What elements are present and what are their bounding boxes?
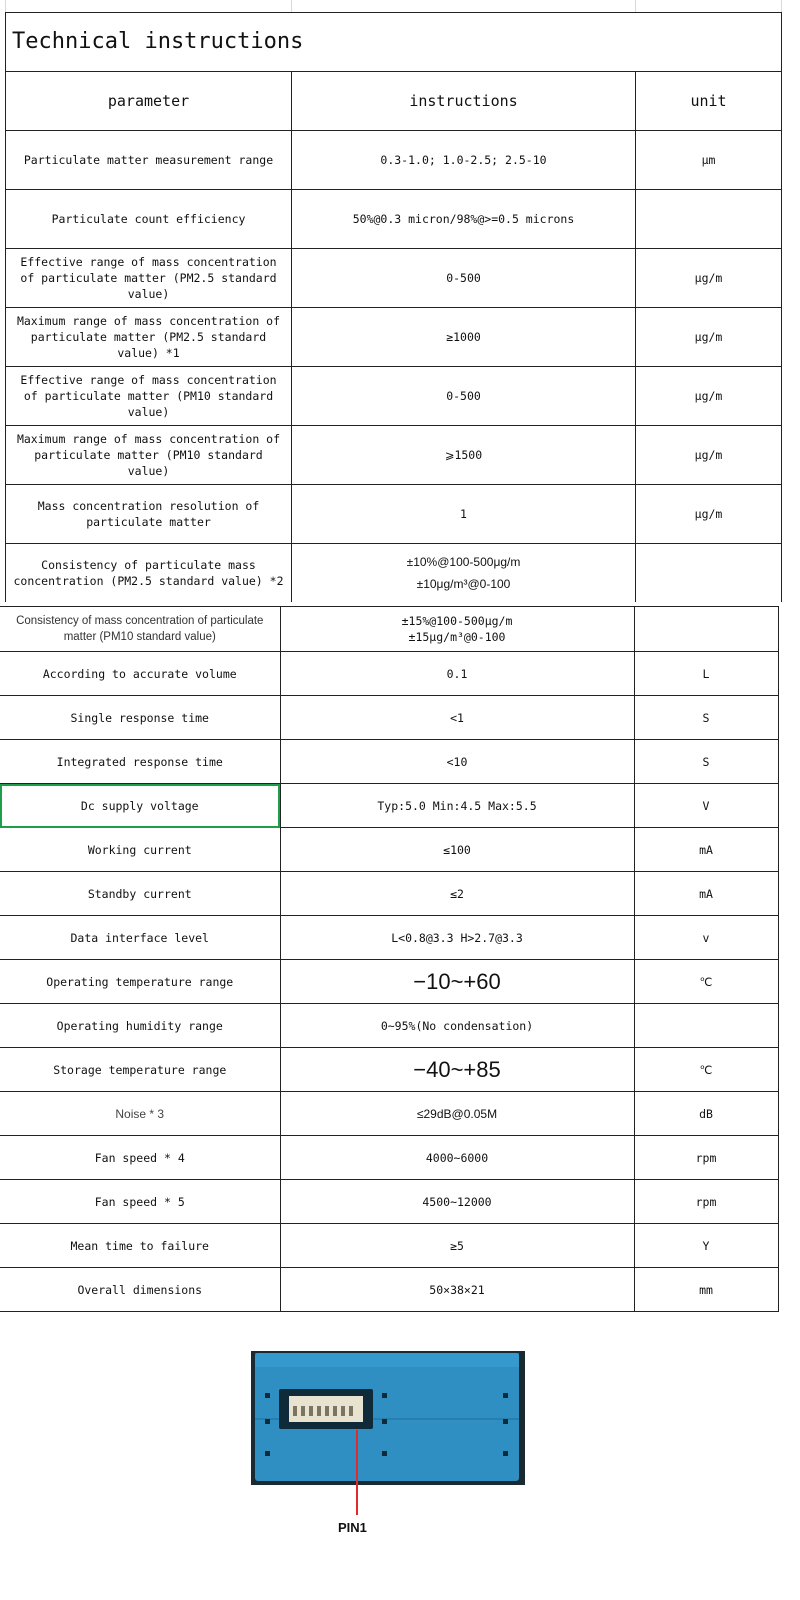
- instr-cell: Typ:5.0 Min:4.5 Max:5.5: [280, 784, 634, 828]
- table-row: [0, 740, 778, 784]
- table-row: [0, 1180, 778, 1224]
- table-row: [6, 544, 782, 603]
- instr-cell: [280, 607, 634, 652]
- unit-cell: v: [634, 916, 778, 960]
- header-unit: unit: [636, 72, 782, 131]
- instr-line-2: ±10μg/m³@0-100: [416, 577, 511, 591]
- table-row: [0, 784, 778, 828]
- table-row: [0, 1092, 778, 1136]
- instr-cell: −40~+85: [280, 1048, 634, 1092]
- table-row: [6, 131, 782, 190]
- table-row: [0, 652, 778, 696]
- param-cell: Single response time: [0, 696, 280, 740]
- param-cell: According to accurate volume: [0, 652, 280, 696]
- param-cell: Maximum range of mass concentration of particulate matter (PM2.5 standard value) *1: [6, 308, 292, 367]
- unit-cell: rpm: [634, 1180, 778, 1224]
- table-row: [6, 249, 782, 308]
- unit-cell: L: [634, 652, 778, 696]
- unit-cell: μg/m: [636, 249, 782, 308]
- unit-cell: ℃: [634, 960, 778, 1004]
- table-row: [6, 485, 782, 544]
- instr-cell: 0.1: [280, 652, 634, 696]
- sheet-gridlines: [0, 0, 800, 12]
- param-cell: Working current: [0, 828, 280, 872]
- param-cell: Effective range of mass concentration of particulate matter (PM10 standard value): [6, 367, 292, 426]
- instr-cell: 1: [292, 485, 636, 544]
- param-cell: Mean time to failure: [0, 1224, 280, 1268]
- table-row: [0, 828, 778, 872]
- instr-cell: <1: [280, 696, 634, 740]
- unit-cell: dB: [634, 1092, 778, 1136]
- instr-cell: 0-500: [292, 367, 636, 426]
- param-cell: Effective range of mass concentration of particulate matter (PM2.5 standard value): [6, 249, 292, 308]
- unit-cell: μm: [636, 131, 782, 190]
- selected-cell[interactable]: Dc supply voltage: [0, 784, 280, 828]
- unit-cell: μg/m: [636, 485, 782, 544]
- header-instructions: instructions: [292, 72, 636, 131]
- table-row: [0, 872, 778, 916]
- param-cell: Mass concentration resolution of particulate matter: [6, 485, 292, 544]
- table-row: [0, 916, 778, 960]
- unit-cell: S: [634, 696, 778, 740]
- param-cell: Particulate count efficiency: [6, 190, 292, 249]
- spec-table-top: [5, 12, 782, 602]
- unit-cell: Y: [634, 1224, 778, 1268]
- table-row: [0, 696, 778, 740]
- instr-cell: ≥5: [280, 1224, 634, 1268]
- param-cell: Noise * 3: [0, 1092, 280, 1136]
- unit-cell: rpm: [634, 1136, 778, 1180]
- page-title: Technical instructions: [6, 13, 782, 72]
- instr-cell: ≤29dB@0.05M: [280, 1092, 634, 1136]
- param-cell: Fan speed * 4: [0, 1136, 280, 1180]
- pin1-label: PIN1: [338, 1520, 367, 1535]
- param-cell: Consistency of particulate mass concentration (PM2.5 standard value) *2: [6, 544, 292, 603]
- param-cell: Particulate matter measurement range: [6, 131, 292, 190]
- param-cell: Data interface level: [0, 916, 280, 960]
- param-cell: Storage temperature range: [0, 1048, 280, 1092]
- unit-cell: [636, 544, 782, 603]
- unit-cell: mA: [634, 872, 778, 916]
- instr-cell: 50×38×21: [280, 1268, 634, 1312]
- instr-cell: 0~95%(No condensation): [280, 1004, 634, 1048]
- instr-cell: −10~+60: [280, 960, 634, 1004]
- param-cell: Fan speed * 5: [0, 1180, 280, 1224]
- instr-cell: ≥1000: [292, 308, 636, 367]
- table-row: [6, 367, 782, 426]
- unit-cell: [634, 1004, 778, 1048]
- sensor-photo: [251, 1351, 525, 1485]
- table-row: [6, 190, 782, 249]
- unit-cell: [636, 190, 782, 249]
- unit-cell: μg/m: [636, 367, 782, 426]
- unit-cell: μg/m: [636, 308, 782, 367]
- table-row: [0, 1136, 778, 1180]
- unit-cell: mm: [634, 1268, 778, 1312]
- unit-cell: mA: [634, 828, 778, 872]
- instr-line-2: ±15μg/m³@0-100: [408, 630, 506, 644]
- unit-cell: V: [634, 784, 778, 828]
- instr-line-1: ±15%@100-500μg/m: [401, 614, 513, 628]
- unit-cell: [634, 607, 778, 652]
- param-cell: Maximum range of mass concentration of particulate matter (PM10 standard value): [6, 426, 292, 485]
- instr-cell: 0.3-1.0; 1.0-2.5; 2.5-10: [292, 131, 636, 190]
- table-row: [0, 1004, 778, 1048]
- unit-cell: ℃: [634, 1048, 778, 1092]
- pin1-marker: [356, 1430, 358, 1515]
- spec-table-bottom: [0, 606, 779, 1312]
- instr-cell: ≤100: [280, 828, 634, 872]
- param-cell: Consistency of mass concentration of particulate matter (PM10 standard value): [0, 607, 280, 652]
- instr-cell: 4500~12000: [280, 1180, 634, 1224]
- table-row: [6, 308, 782, 367]
- instr-cell: <10: [280, 740, 634, 784]
- instr-cell: 4000~6000: [280, 1136, 634, 1180]
- table-row: [0, 607, 778, 652]
- header-parameter: parameter: [6, 72, 292, 131]
- unit-cell: μg/m: [636, 426, 782, 485]
- instr-line-1: ±10%@100-500μg/m: [406, 555, 521, 569]
- unit-cell: S: [634, 740, 778, 784]
- instr-cell: [292, 544, 636, 603]
- table-row: [6, 426, 782, 485]
- instr-cell: ⩾1500: [292, 426, 636, 485]
- param-cell: Overall dimensions: [0, 1268, 280, 1312]
- param-cell: Integrated response time: [0, 740, 280, 784]
- instr-cell: 0-500: [292, 249, 636, 308]
- table-row: [0, 1048, 778, 1092]
- param-cell: Operating humidity range: [0, 1004, 280, 1048]
- instr-cell: L<0.8@3.3 H>2.7@3.3: [280, 916, 634, 960]
- instr-cell: 50%@0.3 micron/98%@>=0.5 microns: [292, 190, 636, 249]
- param-cell: Operating temperature range: [0, 960, 280, 1004]
- table-row: [0, 960, 778, 1004]
- instr-cell: ≤2: [280, 872, 634, 916]
- table-row: [0, 1224, 778, 1268]
- param-cell: Standby current: [0, 872, 280, 916]
- table-row: [0, 1268, 778, 1312]
